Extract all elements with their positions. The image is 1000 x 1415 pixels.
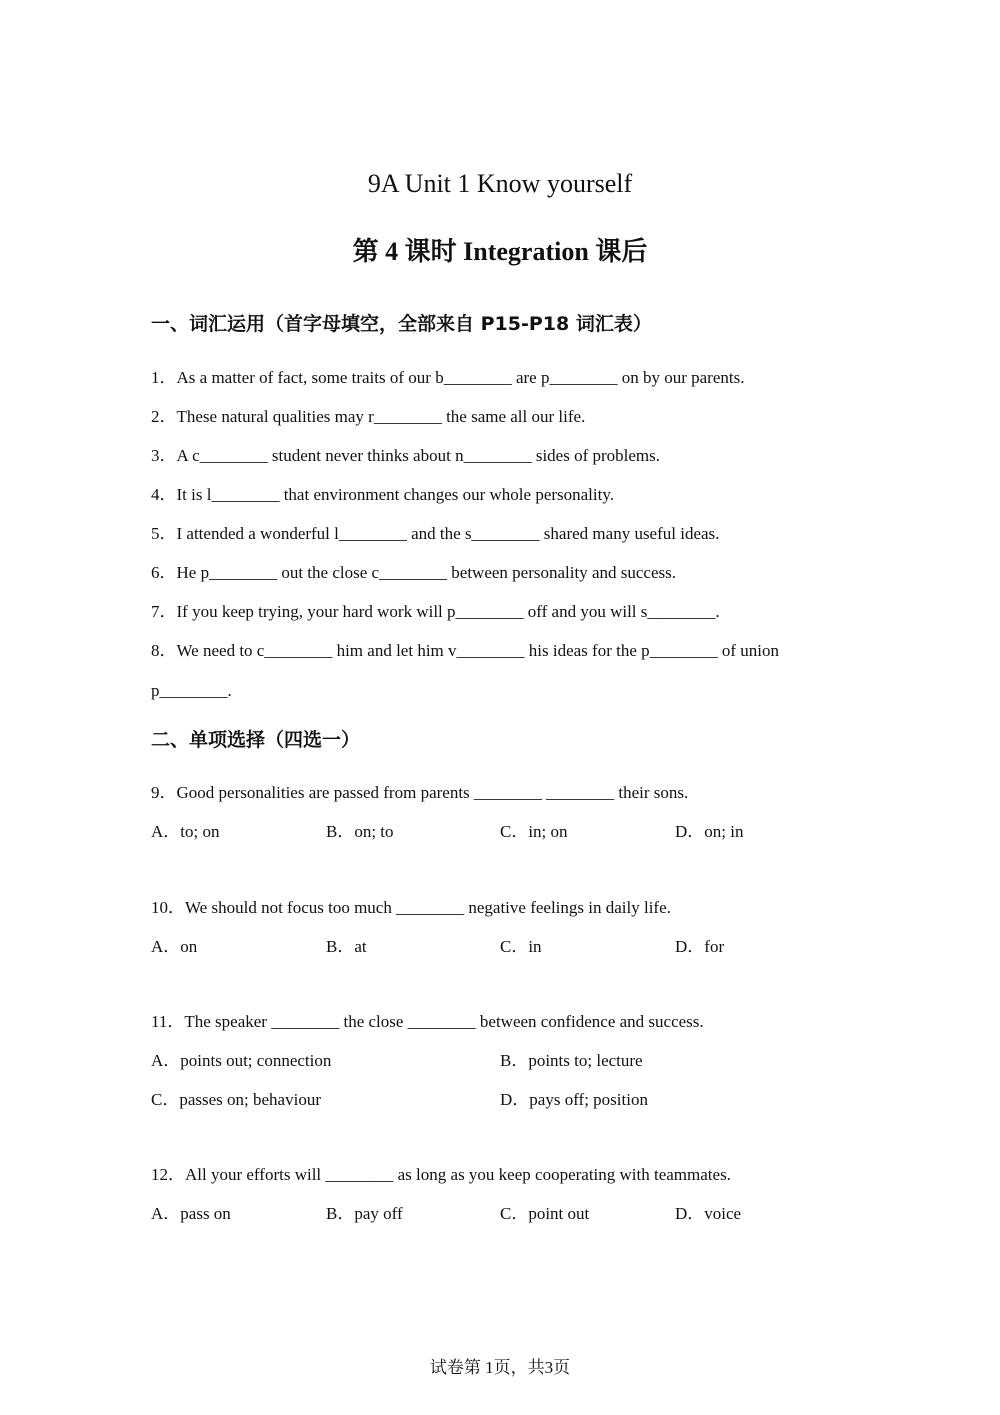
option-a: A．pass on bbox=[151, 1204, 231, 1223]
question-12 bbox=[151, 1163, 731, 1187]
item-number: 5． bbox=[151, 524, 177, 543]
section-2-heading: 二、单项选择（四选一） bbox=[151, 729, 361, 751]
vocab-item-7 bbox=[151, 600, 720, 624]
item-number: 4． bbox=[151, 485, 177, 504]
vocab-item-4 bbox=[151, 483, 614, 507]
page-footer: 试卷第 1页，共3页 bbox=[429, 1358, 571, 1377]
item-text: As a matter of fact, some traits of our b________ are p________ on by our parents. bbox=[176, 368, 745, 387]
worksheet-title: 9A Unit 1 Know yourself bbox=[367, 169, 633, 198]
option-d: D．pays off; position bbox=[500, 1090, 648, 1109]
vocab-item-2 bbox=[151, 405, 585, 429]
item-text: I attended a wonderful l________ and the s________ shared many useful ideas. bbox=[176, 524, 720, 543]
option-a: A．points out; connection bbox=[151, 1051, 332, 1070]
item-text: It is l________ that environment changes our whole personality. bbox=[176, 485, 615, 504]
section-1-heading: 一、词汇运用（首字母填空，全部来自 P15-P18 词汇表） bbox=[151, 313, 652, 335]
option-a: A．on bbox=[151, 937, 198, 956]
item-text: We need to c________ him and let him v________ his ideas for the p________ of union bbox=[176, 641, 780, 660]
option-c: C．in; on bbox=[500, 822, 568, 841]
item-number: 6． bbox=[151, 563, 177, 582]
question-number: 11． bbox=[151, 1012, 185, 1031]
item-text: These natural qualities may r________ the same all our life. bbox=[176, 407, 586, 426]
vocab-item-8-continuation: p________. bbox=[151, 681, 232, 700]
option-c: C．in bbox=[500, 937, 542, 956]
vocab-item-3 bbox=[151, 444, 660, 468]
vocab-item-6 bbox=[151, 561, 676, 585]
item-text: If you keep trying, your hard work will p________ off and you will s________. bbox=[176, 602, 720, 621]
option-b: B．at bbox=[326, 937, 367, 956]
option-b: B．points to; lecture bbox=[500, 1051, 643, 1070]
question-11 bbox=[151, 1010, 704, 1034]
question-number: 10． bbox=[151, 898, 185, 917]
option-b: B．on; to bbox=[326, 822, 394, 841]
item-number: 1． bbox=[151, 368, 177, 387]
item-number: 7． bbox=[151, 602, 177, 621]
item-number: 8． bbox=[151, 641, 177, 660]
question-9 bbox=[151, 781, 688, 805]
option-d: D．on; in bbox=[675, 822, 744, 841]
question-number: 9． bbox=[151, 783, 177, 802]
item-number: 3． bbox=[151, 446, 177, 465]
option-d: D．for bbox=[675, 937, 725, 956]
item-text: He p________ out the close c________ between personality and success. bbox=[176, 563, 676, 582]
question-number: 12． bbox=[151, 1165, 185, 1184]
lesson-subtitle: 第 4 课时 Integration 课后 bbox=[352, 237, 648, 266]
question-text: The speaker ________ the close ________ between confidence and success. bbox=[184, 1012, 704, 1031]
option-a: A．to; on bbox=[151, 822, 220, 841]
question-text: Good personalities are passed from parents ________ ________ their sons. bbox=[176, 783, 689, 802]
vocab-item-8 bbox=[151, 639, 779, 663]
question-text: All your efforts will ________ as long as you keep cooperating with teammates. bbox=[185, 1165, 731, 1184]
vocab-item-5 bbox=[151, 522, 719, 546]
question-text: We should not focus too much ________ negative feelings in daily life. bbox=[185, 898, 671, 917]
option-c: C．point out bbox=[500, 1204, 590, 1223]
vocab-item-1 bbox=[151, 366, 744, 390]
question-10 bbox=[151, 896, 671, 920]
option-c: C．passes on; behaviour bbox=[151, 1090, 321, 1109]
option-d: D．voice bbox=[675, 1204, 742, 1223]
item-number: 2． bbox=[151, 407, 177, 426]
option-b: B．pay off bbox=[326, 1204, 403, 1223]
item-text: A c________ student never thinks about n________ sides of problems. bbox=[176, 446, 661, 465]
